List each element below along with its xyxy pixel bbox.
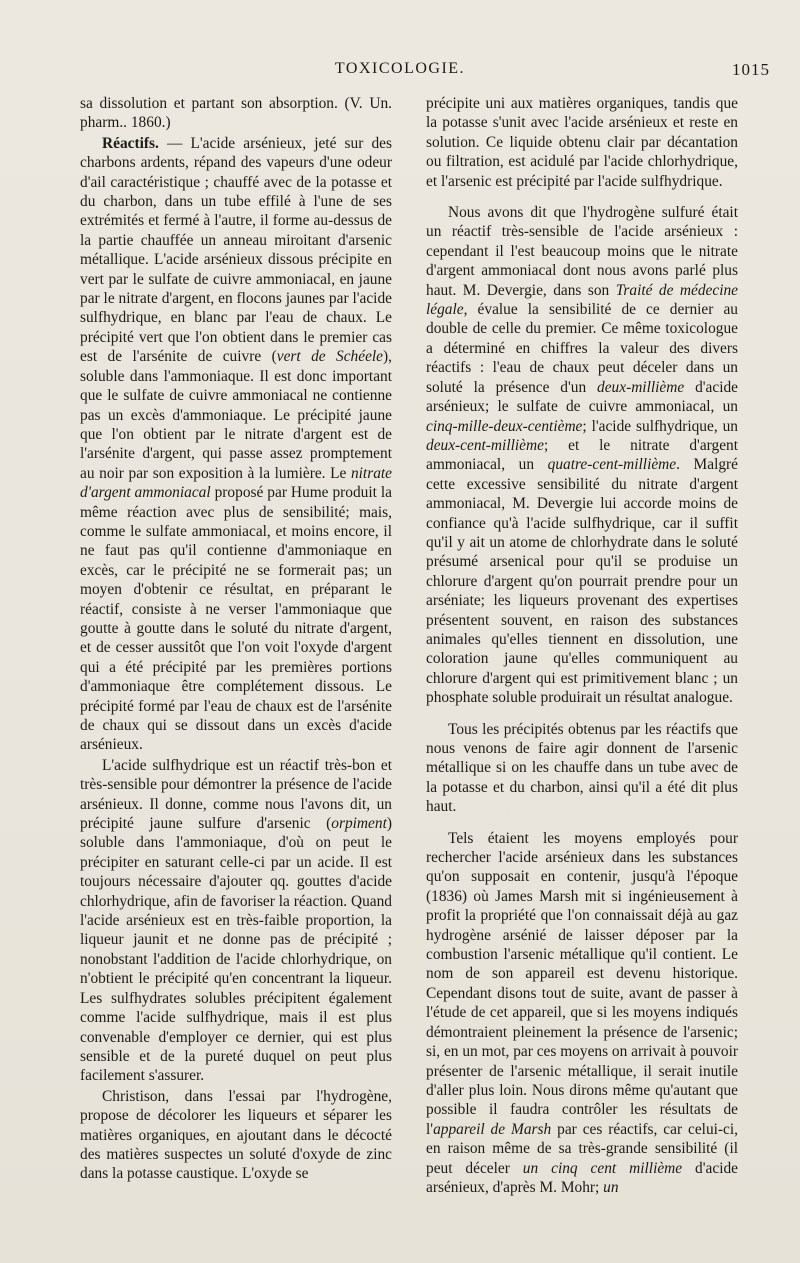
paragraph-hydrogene-sulfure: Nous avons dit que l'hydrogène sulfuré était un réactif très-sensible de l'acide arsénieux : cependant il l'est beaucoup moins que le nitrate d'argent ammoniacal dont nous avons parlé plus haut. M. Devergie, dans son Traité de médecine légale, évalue la sensibilité de ce dernier au double de celle du premier. Ce même toxicologue a déterminé en chiffres la valeur des divers réactifs : l'eau de chaux peut déceler dans un soluté la présence d'un deux-millième d'acide arsénieux; le sulfate de cuivre ammoniacal, un cinq-mille-deux-centième; l'acide sulfhydrique, un deux-cent-millième; et le nitrate d'argent ammoniacal, un quatre-cent-millième. Malgré cette excessive sensibilité du nitrate d'argent ammoniacal, M. Devergie lui accorde moins de confiance qu'à l'acide sulfhydrique, car il suffit qu'il y ait un atome de chlorhydrate dans le soluté présumé arsenical pour qu'il se produise un chlorure d'argent qu'on pourrait prendre pour un arséniate; les liqueurs provenant des expertises présentent souvent, en raison des substances animales qu'elles tiennent en dissolution, une coloration jaune qu'elles communiquent au chlorure d'argent qui est primitivement blanc ; un phosphate soluble produirait un résultat analogue. [426, 204, 738, 707]
left-column [80, 94, 392, 1224]
running-title: TOXICOLOGIE. [334, 60, 466, 77]
right-column [426, 94, 738, 1224]
paragraph-christison: Christison, dans l'essai par l'hydrogène, propose de décolorer les liqueurs et séparer les matières organiques, en ajoutant dans le décocté des matières suspectes un soluté d'oxyde de zinc dans la potasse caustique. L'oxyde se [80, 1087, 392, 1183]
running-header [0, 60, 800, 84]
paragraph-acide-sulfhydrique: L'acide sulfhydrique est un réactif très-bon et très-sensible pour démontrer la présence de l'acide arsénieux. Il donne, comme nous l'avons dit, un précipité jaune sulfure d'arsenic (orpiment) soluble dans l'ammoniaque, d'où on peut le précipiter en saturant celle-ci par un acide. Il est toujours nécessaire d'ajouter qq. gouttes d'acide chlorhydrique, afin de favoriser la réaction. Quand l'acide arsénieux est en très-faible proportion, la liqueur jaunit et ne donne pas de précipité ; nonobstant l'addition de l'acide chlorhydrique, on n'obtient le précipité qu'en concentrant la liqueur. Les sulfhydrates solubles précipitent également comme l'acide sulfhydrique, mais il est plus convenable d'employer ce dernier, qui est plus sensible et de la pureté duquel on peut plus facilement s'assurer. [80, 756, 392, 1085]
paragraph-continuation: sa dissolution et partant son absorption. (V. Un. pharm.. 1860.) [80, 95, 392, 132]
paragraph-precipites: Tous les précipités obtenus par les réactifs que nous venons de faire agir donnent de l'arsenic métallique si on les chauffe dans un tube avec de la potasse et du charbon, ainsi qu'il a été dit plus haut. [426, 720, 738, 816]
paragraph-reactifs: Réactifs. — L'acide arsénieux, jeté sur des charbons ardents, répand des vapeurs d'une odeur d'ail caractéristique ; chauffé avec de la potasse et du charbon, dans un tube effilé à l'une de ses extrémités et fermé à l'autre, il forme au-dessus de la partie chauffée un anneau miroitant d'arsenic métallique. L'acide arsénieux dissous précipite en vert par le sulfate de cuivre ammoniacal, en jaune par le nitrate d'argent, en flocons jaunes par l'acide sulfhydrique, en blanc par l'eau de chaux. Le précipité vert que l'on obtient dans le premier cas est de l'arsénite de cuivre (vert de Schéele), soluble dans l'ammoniaque. Il est donc important que le sulfate de cuivre ammoniacal ne contienne pas un excès d'ammoniaque. Le précipité jaune que l'on obtient par le nitrate d'argent est de l'arsénite d'argent, qui passe assez promptement au noir par son exposition à la lumière. Le nitrate d'argent ammoniacal proposé par Hume produit la même réaction avec plus de sensibilité; mais, comme le sulfate ammoniacal, et moins encore, il ne faut pas qu'il contienne d'ammoniaque en excès, car le précipité ne se formerait pas; un moyen d'obtenir ce résultat, en préparant le réactif, consiste à ne verser l'ammoniaque que goutte à goutte dans le soluté du nitrate d'argent, et de cesser aussitôt que l'on voit l'oxyde d'argent qui a été précipité par les premières portions d'ammoniaque être complétement dissous. Le précipité formé par l'eau de chaux est de l'arsénite de chaux qui se dissout dans un excès d'acide arsénieux. [80, 134, 392, 754]
paragraph-marsh: Tels étaient les moyens employés pour rechercher l'acide arsénieux dans les substances qu'on supposait en contenir, jusqu'à l'époque (1836) où James Marsh mit si ingénieusement à profit la propriété que l'on connaissait déjà au gaz hydrogène arsénié de laisser déposer par la combustion l'arsenic métallique qu'il contient. Le nom de son appareil est devenu historique. Cependant disons tout de suite, avant de passer à l'étude de cet appareil, que si les moyens indiqués démontraient pleinement la présence de l'arsenic; si, en un mot, par ces moyens on arrivait à pouvoir présenter de l'arsenic métallique, il serait inutile d'aller plus loin. Nous dirons même qu'autant que possible il faudra contrôler les résultats de l'appareil de Marsh par ces réactifs, car celui-ci, en raison même de sa très-grande sensibilité (il peut déceler un cinq cent millième d'acide arsénieux, d'après M. Mohr; un [426, 829, 738, 1196]
paragraph-continuation: précipite uni aux matières organiques, tandis que la potasse s'unit avec l'acide arsénieux et reste en solution. Ce liquide obtenu clair par décantation ou filtration, est acidulé par l'acide chlorhydrique, et l'arsenic est précipité par l'acide sulfhydrique. [426, 95, 738, 190]
section-label: Réactifs. [102, 134, 159, 152]
page-number: 1015 [732, 60, 770, 79]
